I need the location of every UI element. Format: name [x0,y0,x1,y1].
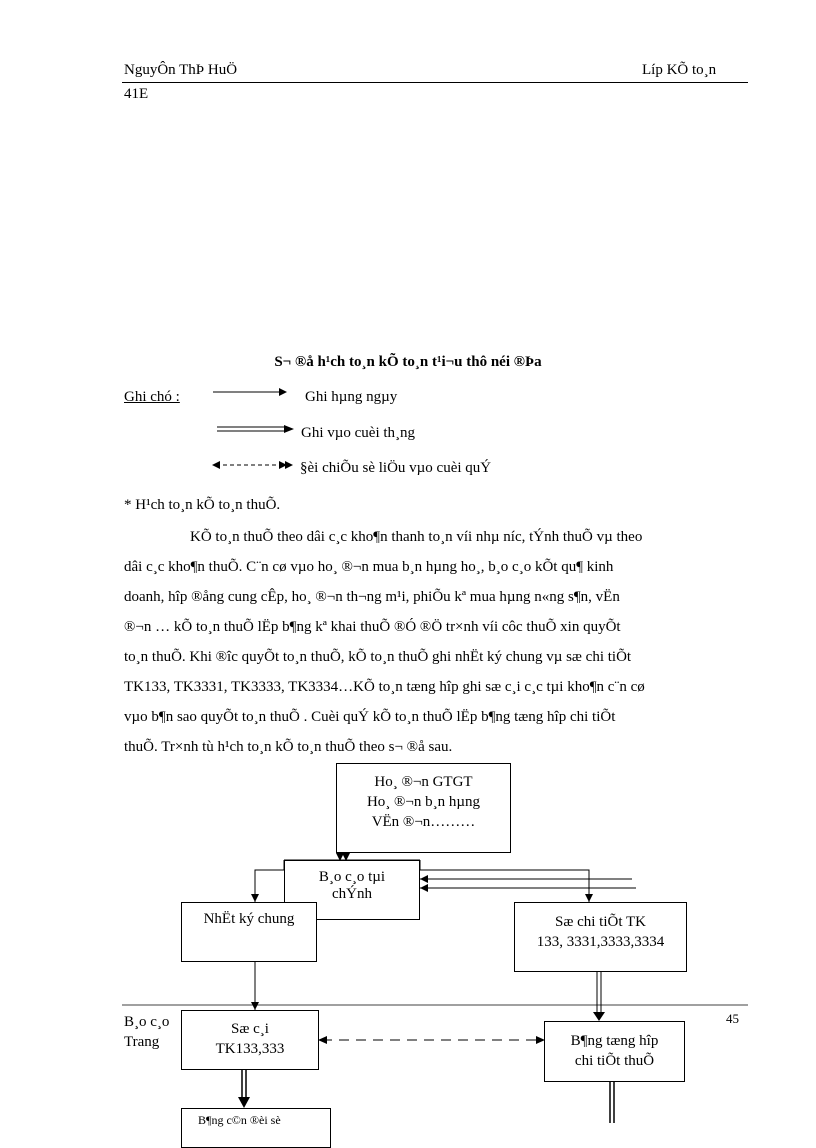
header-class-code: 41E [124,86,149,102]
arrowhead [420,875,428,883]
paragraph-line: vµo b¶n sao quyÕt to¸n thuÕ . Cuèi quÝ kÕ to¸n thuÕ lËp b¶ng tæng hîp chi tiÕt [124,709,616,725]
arrowhead [585,894,593,902]
summary-table-box [544,1021,685,1082]
paragraph-line: to¸n thuÕ. Khi ®îc quyÕt to¸n thuÕ, kÕ to¸n thuÕ ghi nhËt ký chung vµ sæ chi tiÕt [124,649,632,665]
section-heading: * H¹ch to¸n kÕ to¸n thuÕ. [124,497,281,513]
financial-report-line: B¸o c¸o tµi [318,869,386,885]
source-doc-line: Ho¸ ®¬n b¸n hµng [366,794,481,810]
header-department: Líp KÕ to¸n [642,62,717,78]
arrowhead [318,1036,327,1044]
source-doc-line: VËn ®¬n……… [371,814,476,830]
source-doc-line: Ho¸ ®¬n GTGT [374,774,473,790]
connector-to-journal [255,860,284,902]
footer-left-line: Trang [124,1034,160,1050]
detail-ledger-line: Sæ chi tiÕt TK [555,914,646,930]
balance-sheet-label: B¶ng c©n ®èi sè [198,1113,281,1127]
paragraph-line: thuÕ. Tr×nh tù h¹ch to¸n kÕ to¸n thuÕ theo s¬ ®å sau. [124,739,453,755]
detail-ledger-box [514,902,687,972]
arrowhead [593,1012,605,1021]
legend-dashed-text: §èi chiÕu sè liÖu vµo cuèi quÝ [300,460,492,476]
legend-label: Ghi chó : [124,389,180,405]
paragraph-line: TK133, TK3331, TK3333, TK3334…KÕ to¸n tæng hîp ghi sæ c¸i c¸c tµi kho¶n c¨n cø [124,679,645,695]
legend-double-text: Ghi vµo cuèi th¸ng [301,425,416,441]
general-ledger-line: Sæ c¸i [231,1021,269,1037]
arrowhead [251,894,259,902]
footer-left [124,1012,169,1052]
detail-ledger-line: 133, 3331,3333,3334 [536,934,665,950]
legend-dashed-arrowhead-right [285,461,293,469]
general-ledger-line: TK133,333 [215,1041,285,1057]
summary-table-line: B¶ng tæng hîp [570,1033,659,1049]
connector-to-detail [420,860,589,902]
paragraph-line: dâi c¸c kho¶n thuÕ. C¨n cø vµo ho¸ ®¬n mua b¸n hµng ho¸, b¸o c¸o kÕt qu¶ kinh [124,559,614,575]
page-number: 45 [726,1011,739,1026]
paragraph-line: doanh, hîp ®ång cung cÊp, ho¸ ®¬n th¬ng m¹i, phiÕu kª mua hµng n«ng s¶n, vËn [124,589,620,605]
arrowhead [238,1097,250,1108]
header-author: NguyÔn ThÞ HuÖ [124,62,238,78]
legend-solid-text: Ghi hµng ngµy [305,389,398,405]
general-ledger-box [181,1010,319,1070]
arrowhead [420,884,428,892]
balance-sheet-box-partial [181,1108,331,1148]
footer-left-line: B¸o c¸o [124,1014,170,1030]
source-documents-box [336,763,511,853]
diagram-title: S¬ ®å h¹ch to¸n kÕ to¸n t¹i¬u thô néi ®Þa [274,354,542,370]
paragraph-line: KÕ to¸n thuÕ theo dâi c¸c kho¶n thanh to¸n víi nhµ níc, tÝnh thuÕ vµ theo [190,529,643,545]
legend-dashed-arrowhead-left [212,461,220,469]
legend-double-arrow-head [284,425,294,433]
arrowhead [251,1002,259,1010]
paragraph-line: ®¬n … kÕ to¸n thuÕ lËp b¶ng kª khai thuÕ ®Ó ®Ö tr×nh víi côc thuÕ xin quyÕt [124,619,621,635]
journal-label: NhËt ký chung [203,911,295,927]
summary-table-line: chi tiÕt thuÕ [574,1053,655,1069]
general-journal-box [181,902,317,962]
financial-report-line: chÝnh [332,886,372,902]
